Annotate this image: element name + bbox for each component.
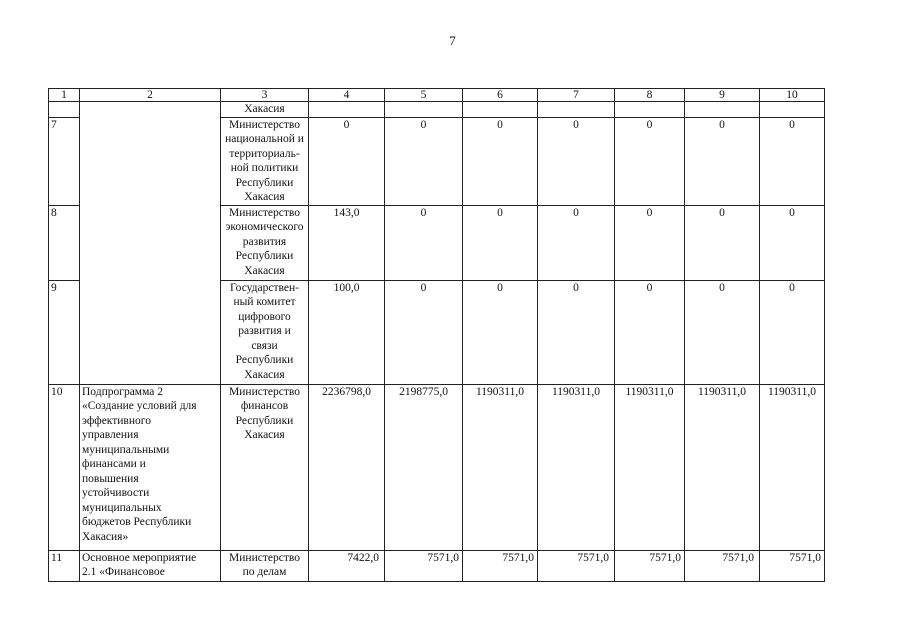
value-cell — [385, 102, 463, 118]
value-cell: 0 — [685, 117, 760, 205]
row-number-cell: 9 — [49, 280, 80, 384]
value-cell: 0 — [685, 280, 760, 384]
row-number-cell: 11 — [49, 550, 80, 581]
header-cell: 1 — [49, 89, 80, 102]
header-cell: 2 — [80, 89, 221, 102]
value-cell: 2236798,0 — [309, 384, 385, 550]
value-cell: 0 — [615, 280, 685, 384]
value-cell: 0 — [385, 280, 463, 384]
header-cell: 9 — [685, 89, 760, 102]
value-cell — [309, 102, 385, 118]
org-cell — [221, 205, 309, 280]
value-cell: 7422,0 — [309, 550, 385, 581]
value-cell: 0 — [463, 117, 538, 205]
value-cell: 7571,0 — [463, 550, 538, 581]
header-cell: 7 — [538, 89, 615, 102]
value-cell — [685, 102, 760, 118]
value-cell: 0 — [760, 205, 825, 280]
program-cell — [80, 384, 221, 550]
value-cell: 7571,0 — [760, 550, 825, 581]
value-cell: 0 — [463, 205, 538, 280]
table-row — [49, 384, 825, 550]
row-number-cell — [49, 102, 80, 118]
value-cell: 1190311,0 — [463, 384, 538, 550]
table-row — [49, 102, 825, 118]
header-row — [49, 89, 825, 102]
value-cell: 1190311,0 — [538, 384, 615, 550]
page-number: 7 — [449, 33, 456, 48]
row-number-cell: 8 — [49, 205, 80, 280]
header-cell: 10 — [760, 89, 825, 102]
value-cell — [615, 102, 685, 118]
program-cell — [80, 550, 221, 581]
org-cell — [221, 550, 309, 581]
value-cell: 0 — [385, 205, 463, 280]
value-cell: 2198775,0 — [385, 384, 463, 550]
value-cell: 0 — [309, 117, 385, 205]
value-cell: 0 — [760, 280, 825, 384]
value-cell: 0 — [385, 117, 463, 205]
value-cell: 0 — [760, 117, 825, 205]
value-cell: 7571,0 — [615, 550, 685, 581]
row-number-cell: 7 — [49, 117, 80, 205]
table-row — [49, 550, 825, 581]
value-cell: 143,0 — [309, 205, 385, 280]
org-text: Министерство национальной и территориаль- ной политики Республики Хакасия — [225, 118, 304, 203]
header-cell: 3 — [221, 89, 309, 102]
value-cell: 7571,0 — [685, 550, 760, 581]
value-cell: 0 — [538, 117, 615, 205]
program-text: Основное мероприятие 2.1 «Финансовое — [82, 551, 197, 578]
value-cell: 1190311,0 — [760, 384, 825, 550]
value-cell — [463, 102, 538, 118]
org-text: Государствен- ный комитет цифрового развития и связи Республики Хакасия — [230, 281, 299, 381]
org-cell — [221, 117, 309, 205]
value-cell: 100,0 — [309, 280, 385, 384]
value-cell: 7571,0 — [385, 550, 463, 581]
value-cell: 0 — [463, 280, 538, 384]
value-cell — [538, 102, 615, 118]
value-cell: 1190311,0 — [685, 384, 760, 550]
value-cell: 0 — [538, 280, 615, 384]
header-cell: 5 — [385, 89, 463, 102]
budget-table — [48, 88, 825, 582]
org-text: Министерство по делам — [229, 551, 300, 578]
value-cell: 0 — [538, 205, 615, 280]
value-cell: 0 — [615, 205, 685, 280]
header-cell: 6 — [463, 89, 538, 102]
program-text: Подпрограмма 2 «Создание условий для эффективного управления муниципальными финансами и повышения устойчивости муниципальных бюджетов Республики Хакасия» — [82, 385, 197, 543]
header-cell: 8 — [615, 89, 685, 102]
org-cell: Хакасия — [221, 102, 309, 118]
org-cell — [221, 280, 309, 384]
org-text: Министерство финансов Республики Хакасия — [229, 385, 300, 441]
header-cell: 4 — [309, 89, 385, 102]
value-cell: 0 — [685, 205, 760, 280]
program-cell — [80, 102, 221, 385]
org-cell — [221, 384, 309, 550]
value-cell: 1190311,0 — [615, 384, 685, 550]
value-cell — [760, 102, 825, 118]
org-text: Министерство экономического развития Республики Хакасия — [225, 206, 304, 277]
value-cell: 7571,0 — [538, 550, 615, 581]
value-cell: 0 — [615, 117, 685, 205]
row-number-cell: 10 — [49, 384, 80, 550]
